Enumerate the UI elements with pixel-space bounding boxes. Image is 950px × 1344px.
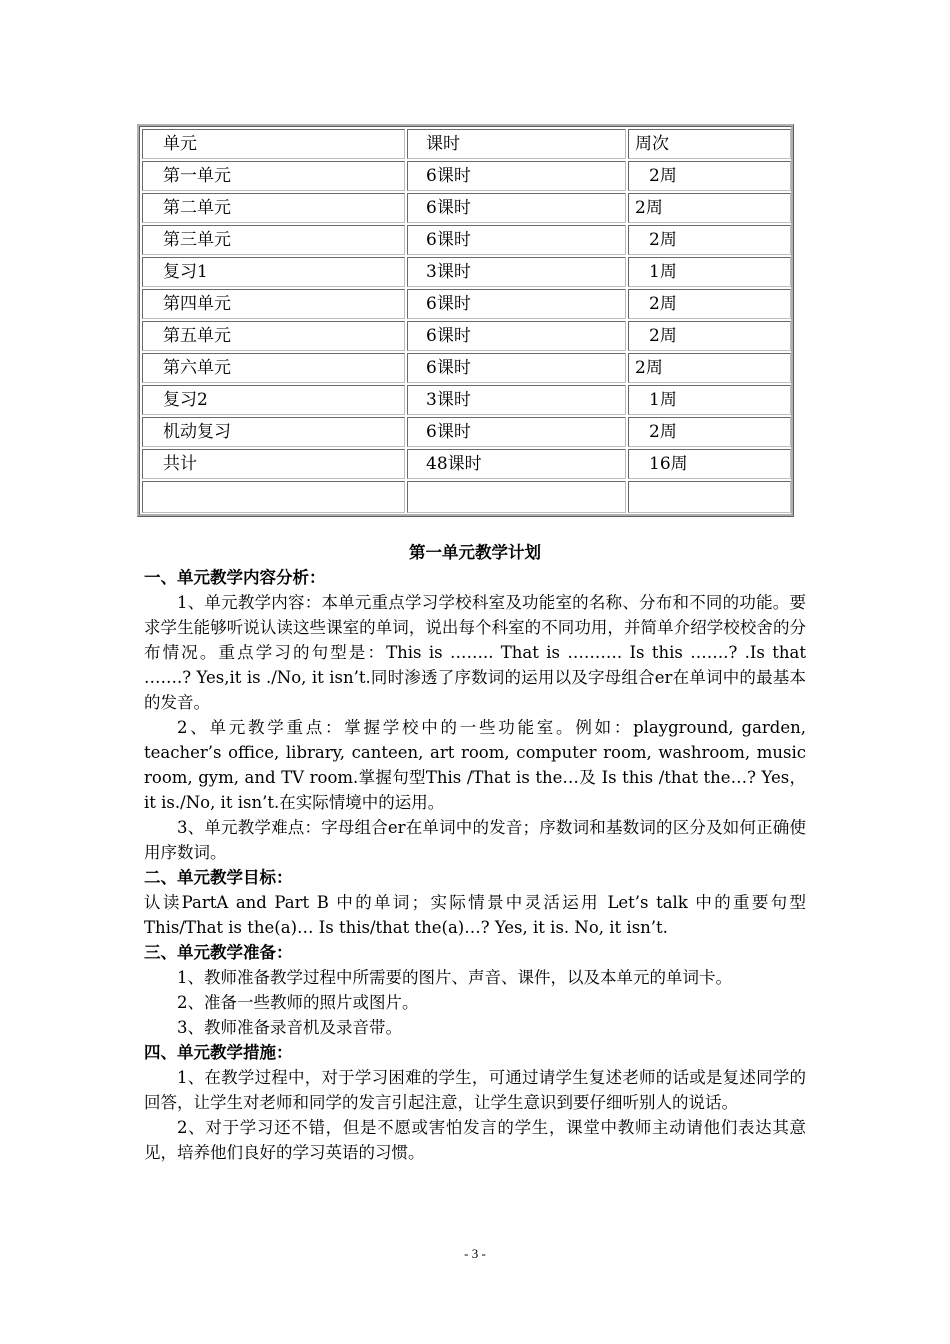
schedule-table-body xyxy=(142,129,791,513)
paragraph-objectives: 认读PartA and Part B 中的单词；实际情景中灵活运用 Let’s talk 中的重要句型This/That is the(a)… Is this/that the(a)…? Yes, it is. No, it isn’t. xyxy=(144,893,806,937)
cell-weeks: 2周 xyxy=(628,161,791,191)
document-body xyxy=(144,540,806,1165)
table-row xyxy=(142,417,791,447)
cell-unit: 机动复习 xyxy=(142,417,405,447)
cell-weeks: 2周 xyxy=(628,321,791,351)
cell-weeks: 1周 xyxy=(628,385,791,415)
cell-weeks: 2周 xyxy=(628,353,791,383)
section-title: 第一单元教学计划 xyxy=(409,543,541,562)
heading-objectives: 二、单元教学目标： xyxy=(144,868,293,887)
table-row xyxy=(142,289,791,319)
cell-unit: 共计 xyxy=(142,449,405,479)
cell-hours: 6课时 xyxy=(407,321,626,351)
cell-unit: 第二单元 xyxy=(142,193,405,223)
paragraph-measures-2: 2、对于学习还不错，但是不愿或害怕发言的学生，课堂中教师主动请他们表达其意见，培养他们良好的学习英语的习惯。 xyxy=(144,1118,806,1162)
table-row xyxy=(142,161,791,191)
table-row xyxy=(142,481,791,513)
table-row xyxy=(142,449,791,479)
paragraph-measures-1: 1、在教学过程中，对于学习困难的学生，可通过请学生复述老师的话或是复述同学的回答，让学生对老师和同学的发言引起注意，让学生意识到要仔细听别人的说话。 xyxy=(144,1068,806,1112)
cell-weeks xyxy=(628,481,791,513)
cell-unit: 第四单元 xyxy=(142,289,405,319)
cell-unit xyxy=(142,481,405,513)
cell-weeks: 2周 xyxy=(628,289,791,319)
cell-unit: 第三单元 xyxy=(142,225,405,255)
cell-unit: 复习1 xyxy=(142,257,405,287)
cell-hours: 6课时 xyxy=(407,161,626,191)
table-row xyxy=(142,385,791,415)
paragraph-content: 1、单元教学内容：本单元重点学习学校科室及功能室的名称、分布和不同的功能。要求学生能够听说认读这些课室的单词，说出每个科室的不同功用，并简单介绍学校校舍的分布情况。重点学习的句型是：This is …….. That is ………. Is this …….? .Is that …….? Yes,it is ./No, it isn’t.同时渗透了序数词的运用以及字母组合er在单词中的最基本的发音。 xyxy=(144,593,806,712)
table-row xyxy=(142,257,791,287)
cell-unit: 第一单元 xyxy=(142,161,405,191)
cell-weeks: 1周 xyxy=(628,257,791,287)
cell-hours: 6课时 xyxy=(407,193,626,223)
cell-hours: 48课时 xyxy=(407,449,626,479)
cell-weeks: 16周 xyxy=(628,449,791,479)
cell-hours: 3课时 xyxy=(407,385,626,415)
page-number: - 3 - xyxy=(464,1246,486,1261)
table-row xyxy=(142,321,791,351)
cell-hours: 6课时 xyxy=(407,353,626,383)
table-row xyxy=(142,353,791,383)
schedule-table xyxy=(137,124,794,517)
cell-weeks: 2周 xyxy=(628,417,791,447)
cell-hours: 6课时 xyxy=(407,289,626,319)
cell-unit: 第六单元 xyxy=(142,353,405,383)
cell-weeks: 2周 xyxy=(628,225,791,255)
header-cell-hours: 课时 xyxy=(407,129,626,159)
paragraph-difficulties: 3、单元教学难点：字母组合er在单词中的发音；序数词和基数词的区分及如何正确使用序数词。 xyxy=(144,818,806,862)
cell-hours xyxy=(407,481,626,513)
cell-unit: 复习2 xyxy=(142,385,405,415)
paragraph-preparation-2: 2、准备一些教师的照片或图片。 xyxy=(177,993,419,1012)
heading-content-analysis: 一、单元教学内容分析： xyxy=(144,568,326,587)
table-row xyxy=(142,193,791,223)
table-header-row xyxy=(142,129,791,159)
cell-hours: 6课时 xyxy=(407,417,626,447)
heading-preparation: 三、单元教学准备： xyxy=(144,943,293,962)
heading-measures: 四、单元教学措施： xyxy=(144,1043,293,1062)
header-cell-unit: 单元 xyxy=(142,129,405,159)
table-row xyxy=(142,225,791,255)
paragraph-preparation-1: 1、教师准备教学过程中所需要的图片、声音、课件，以及本单元的单词卡。 xyxy=(177,968,732,987)
cell-unit: 第五单元 xyxy=(142,321,405,351)
cell-hours: 6课时 xyxy=(407,225,626,255)
paragraph-preparation-3: 3、教师准备录音机及录音带。 xyxy=(177,1018,402,1037)
header-cell-weeks: 周次 xyxy=(628,129,791,159)
cell-hours: 3课时 xyxy=(407,257,626,287)
paragraph-key-points: 2、单元教学重点：掌握学校中的一些功能室。例如：playground, garden, teacher’s office, library, canteen, art room, computer room, washroom, music room, gym, and TV room.掌握句型This /That is the…及 Is this /that the…? Yes，it is./No, it isn’t.在实际情境中的运用。 xyxy=(144,718,806,812)
cell-weeks: 2周 xyxy=(628,193,791,223)
